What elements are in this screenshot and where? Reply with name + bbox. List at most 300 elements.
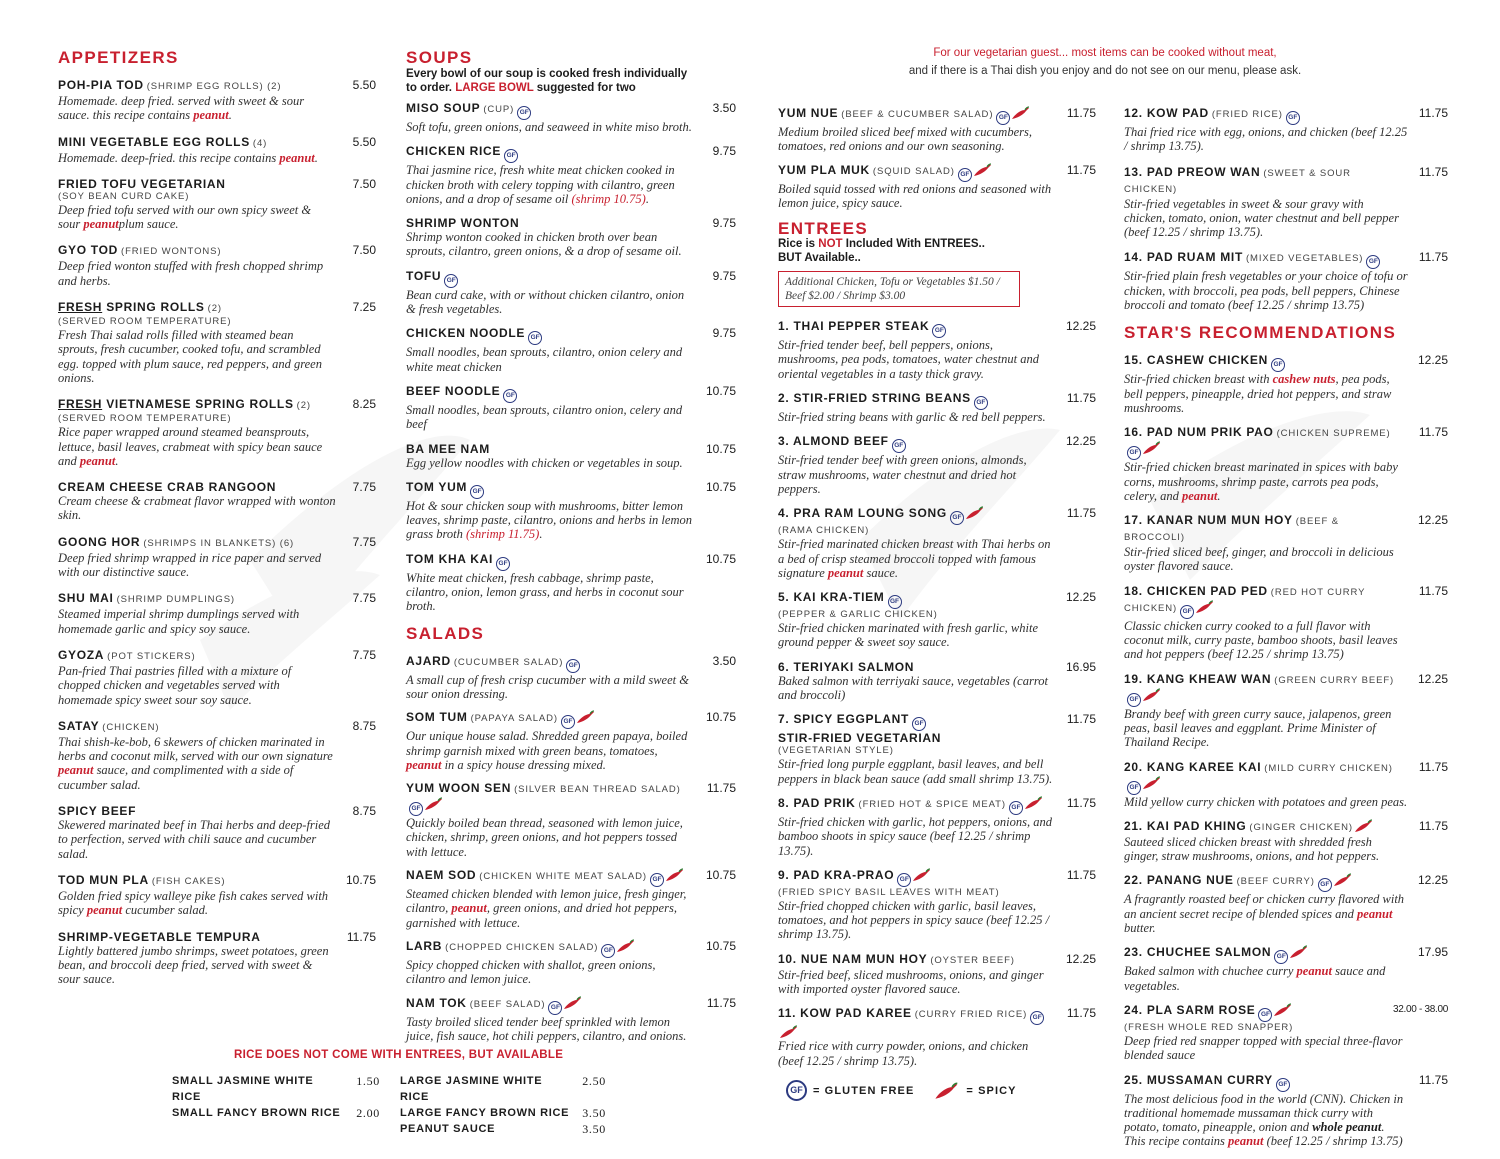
item-description: Deep fried wonton stuffed with fresh chopped shrimp and herbs. [58,259,324,288]
rice-row [400,1073,606,1105]
menu-item [778,796,1096,858]
menu-item [406,939,736,987]
menu-item-header [58,480,376,494]
menu-item-price: 11.75 [1066,795,1096,810]
price-note: (shrimp 10.75) [571,191,646,206]
item-description: Skewered marinated beef in Thai herbs and deep-fried to perfection, served with chili sauce and cucumber salad. [58,818,331,861]
gluten-free-icon: GF [897,873,911,887]
menu-item-name: FRIED TOFU VEGETARIAN [58,176,226,191]
menu-item-subtitle: (CHICKEN) [102,721,160,733]
item-description: Stir-fried beef, sliced mushrooms, onions, and ginger with imported oyster flavored sauce. [778,967,1044,997]
menu-item-subtitle: (RED HOT CURRY CHICKEN) [1124,586,1366,614]
chili-pepper-icon [576,710,596,724]
menu-item-subtitle: (SHRIMP EGG ROLLS) (2) [146,81,282,92]
menu-item-subtitle: (POT STICKERS) [107,650,196,662]
menu-item-name: SHRIMP WONTON [406,216,520,231]
menu-item-name: FRESH VIETNAMESE SPRING ROLLS (2) [58,397,311,412]
menu-item-header [778,391,1096,410]
menu-item-price: 10.75 [705,383,736,398]
menu-item-header [58,591,376,607]
menu-item-name: GYO TOD (FRIED WONTONS) [58,243,222,258]
menu-item [58,243,376,288]
item-description: Stir-fried chicken breast with cashew nuts, pea pods, bell peppers, pineapple, dried hot peppers, and straw mushrooms. [1124,372,1392,415]
menu-item-name: 9. PAD KRA-PRAO GF [778,868,1050,887]
menu-item-name: LARB (CHOPPED CHICKEN SALAD) GF [406,939,690,958]
menu-item [406,480,736,542]
item-description: Lightly battered jumbo shrimps, sweet potatoes, green bean, and broccoli deep fried, served with sweet & sour sauce. [58,943,329,987]
allergen-text: peanut [1296,964,1332,979]
menu-item-name: 3. ALMOND BEEF GF [778,434,1050,453]
menu-item-subtitle: (FRIED HOT & SPICE MEAT) [858,798,1006,810]
menu-item [1124,425,1448,503]
menu-item-header [778,319,1096,338]
menu-item-subtitle: (RAMA CHICKEN) [778,525,870,537]
item-description: Steamed chicken blended with lemon juice, fresh ginger, cilantro, peanut, green onions, and dried hot peppers, garnished with lettuce. [406,887,687,930]
menu-item-price: 7.50 [352,176,376,191]
section-title-entrees: ENTREES [778,219,869,239]
menu-item-header [58,804,376,818]
menu-item-subtitle: (FRIED SPICY BASIL LEAVES WITH MEAT) [778,886,1000,898]
menu-item-name: POH-PIA TOD (SHRIMP EGG ROLLS) (2) [58,78,282,92]
item-description: A fragrantly roasted beef or chicken curry flavored with an ancient secret recipe of blended spices and peanut butter. [1124,892,1405,936]
menu-item-subtitle: (2) [207,303,222,315]
menu-item [406,269,736,317]
menu-item-header [1124,945,1448,964]
menu-item-price: 5.50 [352,78,376,92]
legend [786,1080,1023,1101]
menu-item-price: 9.75 [712,326,736,341]
rice-name: SMALL JASMINE WHITE RICE [172,1075,314,1103]
item-description: Sauteed sliced chicken breast with shredded fresh ginger, straw mushrooms, onions, and hot peppers. [1124,834,1380,864]
menu-item-name: 1. THAI PEPPER STEAK GF [778,319,1050,338]
menu-item-header [1124,106,1448,125]
vegetarian-note-rest: most items can be cooked without meat, [1071,47,1277,59]
chili-pepper-icon [779,1025,799,1039]
gluten-free-icon: GF [470,485,484,499]
menu-item-header [1124,873,1448,892]
menu-item-price: 10.75 [705,868,736,883]
menu-item-header [406,384,736,403]
menu-item [778,391,1096,424]
menu-item [1124,353,1448,415]
menu-item-price: 32.00 - 38.00 [1392,1003,1448,1015]
menu-item-header [778,712,1096,731]
chili-pepper-icon [1195,600,1215,614]
item-description: Medium broiled sliced beef mixed with cucumbers, tomatoes, red onions and our own seasoning. [778,125,1032,154]
menu-item-name: FRESH SPRING ROLLS (2) [58,300,222,315]
item-description: Small noodles, bean sprouts, cilantro onion, celery and beef [406,402,683,432]
item-description: Deep fried shrimp wrapped in rice paper and served with our distinctive sauce. [58,550,322,580]
menu-item-subtitle: (SQUID SALAD) [872,165,955,177]
gluten-free-icon: GF [996,111,1010,125]
chili-pepper-icon [1024,796,1044,810]
gluten-free-icon: GF [1258,1008,1272,1022]
item-description: Stir-fried plain fresh vegetables or your choice of tofu or chicken, with broccoli, pea pods, bell peppers, Chinese broccoli and tomato (beef 12.25 / shrimp 13.75) [1124,269,1408,313]
gluten-free-icon: GF [503,389,517,403]
menu-item-header [58,535,376,551]
menu-item-price: 12.25 [1065,951,1096,966]
item-description: Quickly boiled bean thread, seasoned with lemon juice, chicken, shrimp, green onions, and hot peppers tossed with lettuce. [406,816,683,859]
menu-item-subtitle: (FRIED WONTONS) [121,246,222,258]
menu-item-price: 11.75 [1418,1072,1448,1087]
menu-item-price: 9.75 [712,216,736,231]
menu-item-name: 17. KANAR NUM MUN HOY (BEEF & BROCCOLI) [1124,513,1339,544]
gluten-free-icon: GF [1366,255,1380,269]
menu-item-subtitle: (PEPPER & GARLIC CHICKEN) [778,609,938,621]
gluten-free-icon: GF [409,802,423,816]
section-title-salads: SALADS [406,623,485,643]
menu-item-name: 11. KOW PAD KAREE (CURRY FRIED RICE) GF [778,1006,1050,1039]
gluten-free-icon: GF [517,106,531,120]
menu-item-name: BEEF NOODLE GF [406,384,690,403]
item-description: Fresh Thai salad rolls filled with steamed bean sprouts, fresh cucumber, cooked tofu, and scrambled egg. topped with plum sauce, red peppers, and green onions. [58,328,322,385]
allergen-text: peanut [79,453,116,468]
item-description: Tasty broiled sliced tender beef sprinkled with lemon juice, fish sauce, hot chili peppers, cilantro, and onions. [406,1014,687,1043]
menu-item-header [406,442,736,456]
gluten-free-icon: GF [1127,446,1141,460]
chili-pepper-icon [1011,106,1031,120]
menu-item-name: TOFU GF [406,269,690,288]
menu-item-subtitle: (SERVED ROOM TEMPERATURE) [58,413,232,425]
menu-item-price: 11.75 [1418,250,1448,265]
item-description: Our unique house salad. Shredded green papaya, boiled shrimp garnish mixed with green beans, tomatoes, peanut in a spicy house dressing mixed. [406,729,688,772]
menu-item [406,326,736,374]
menu-item-name: 14. PAD RUAM MIT (MIXED VEGETABLES) GF [1124,250,1402,269]
menu-item-name: SOM TUM (PAPAYA SALAD) GF [406,710,690,729]
entrees-note [778,237,1096,265]
menu-item-price: 12.25 [1417,873,1448,888]
menu-item-header [58,177,376,191]
item-description: Small noodles, bean sprouts, cilantro, onion celery and white meat chicken [406,345,683,374]
menu-item-name: 16. PAD NUM PRIK PAO (CHICKEN SUPREME)GF [1124,425,1402,460]
item-description: Stir-fried tender beef with green onions, almonds, straw mushrooms, water chestnut and dried hot peppers. [778,453,1027,496]
chili-pepper-icon [973,163,993,177]
menu-item-name: GYOZA (POT STICKERS) [58,647,196,662]
allergen-text: peanut [58,763,94,778]
menu-item [58,930,376,987]
entrees-note-line1 [778,237,1096,251]
menu-item-header [406,326,736,345]
menu-item-price: 11.75 [1418,106,1448,120]
rice-name: LARGE FANCY BROWN RICE [400,1107,570,1119]
menu-item-price: 7.75 [352,480,376,495]
menu-item-price: 17.95 [1417,945,1448,960]
menu-item-name: MINI VEGETABLE EGG ROLLS (4) [58,134,268,149]
menu-item-subtitle: (CURRY FRIED RICE) [914,1009,1028,1021]
item-description: Boiled squid tossed with red onions and seasoned with lemon juice, spicy sauce. [778,181,1052,210]
vegetarian-note-line1 [900,44,1310,62]
menu-item-subtitle: (CHICKEN SUPREME) [1276,428,1391,440]
name-emphasis: FRESH [58,300,103,315]
chili-pepper-icon [1142,441,1162,455]
menu-item-price: 12.25 [1065,434,1096,449]
section-title-stars: STAR'S RECOMMENDATIONS [1124,323,1397,343]
menu-item-header [406,996,736,1015]
menu-item [778,712,1096,786]
menu-item-price: 12.25 [1065,319,1096,334]
menu-item-name: TOM YUM GF [406,480,690,499]
gluten-free-icon: GF [950,511,964,525]
menu-item-subtitle: (SHRIMPS IN BLANKETS) (6) [143,537,295,549]
menu-item-name: NAEM SOD (CHICKEN WHITE MEAT SALAD) GF [406,868,690,887]
entrees-continued-list [1124,106,1448,312]
rice-price: 1.50 [356,1074,380,1088]
menu-item [406,654,736,702]
menu-item [58,78,376,123]
item-description: Golden fried spicy walleye pike fish cakes served with spicy peanut cucumber salad. [58,888,329,918]
menu-item-price: 12.25 [1417,353,1448,368]
item-description: Thai shish-ke-bob, 6 skewers of chicken marinated in herbs and coconut milk, served with our own signature peanut sauce, and complimented with a side of cucumber salad. [58,734,333,792]
menu-item-header [58,930,376,944]
menu-item-price: 10.75 [705,710,736,725]
menu-item-name: 22. PANANG NUE (BEEF CURRY) GF [1124,873,1402,892]
menu-item-subtitle: (CUCUMBER SALAD) [453,656,564,668]
menu-item-header [778,590,1096,609]
item-description: Baked salmon with terriyaki sauce, vegetables (carrot and broccoli) [778,673,1048,703]
menu-item-subtitle: (PAPAYA SALAD) [470,713,558,725]
menu-item [778,1006,1096,1068]
menu-item [58,719,376,792]
menu-item-name: CHICKEN NOODLE GF [406,326,690,345]
menu-item-price: 10.75 [705,938,736,953]
menu-item [406,868,736,930]
rice-price: 3.50 [582,1106,606,1120]
menu-item-header [58,78,376,94]
gluten-free-icon: GF [496,557,510,571]
menu-item [406,101,736,134]
menu-item-header [778,952,1096,968]
menu-item [406,216,736,259]
allergen-text: peanut [1357,906,1393,921]
menu-item-price: 3.50 [712,653,736,668]
menu-item-price: 11.75 [1418,759,1448,774]
menu-item-name: TOD MUN PLA (FISH CAKES) [58,872,226,887]
menu-item-price: 7.75 [352,591,376,606]
legend-gf-label: = GLUTEN FREE [813,1084,915,1097]
recommendations-column [1124,106,1448,1159]
menu-item-price: 7.25 [352,300,376,315]
menu-item-subtitle: (BEEF CURRY) [1236,876,1315,888]
menu-item-subtitle: (VEGETARIAN STYLE) [778,745,894,757]
allergen-text: peanut [1228,1134,1264,1149]
chili-pepper-icon [1333,873,1353,887]
gluten-free-icon: GF [1009,801,1023,815]
menu-item [406,781,736,859]
chili-pepper-icon [616,939,636,953]
menu-item [1124,1003,1448,1063]
menu-item [406,552,736,614]
menu-item [1124,106,1448,154]
item-description: Stir-fried vegetables in sweet & sour gravy with chicken, tomato, onion, water chestnut and bell pepper (beef 12.25 / shrimp 13.75). [1124,196,1399,240]
menu-item-subtitle: (SERVED ROOM TEMPERATURE) [58,316,232,328]
gluten-free-icon: GF [548,1001,562,1015]
menu-item-price: 11.75 [1066,506,1096,521]
menu-item-name: TOM KHA KAI GF [406,552,690,571]
allergen-text: peanut [86,903,123,918]
gluten-free-icon: GF [1276,1078,1290,1092]
gluten-free-icon: GF [504,149,518,163]
menu-item-name: 25. MUSSAMAN CURRY GF [1124,1073,1402,1092]
menu-item-header [1124,819,1448,835]
menu-item-header [778,660,1096,674]
name-emphasis: FRESH [58,397,103,412]
menu-item-name: 21. KAI PAD KHING (GINGER CHICKEN) [1124,819,1402,835]
menu-item-header [406,654,736,673]
entrees-column [778,106,1096,1078]
menu-item-header [778,106,1096,125]
item-description: Rice paper wrapped around steamed beansprouts, lettuce, basil leaves, crabmeat with spicy bean sauce and peanut. [58,425,323,468]
legend-spicy-label: = SPICY [966,1084,1017,1097]
gluten-free-icon: GF [1127,781,1141,795]
entrees-note-not: NOT [818,238,843,251]
menu-item-price: 11.75 [1418,583,1448,598]
menu-item-header [406,480,736,499]
menu-item-price: 5.50 [352,134,376,149]
additional-protein-box: Additional Chicken, Tofu or Vegetables $1.50 / Beef $2.00 / Shrimp $3.00 [778,271,1020,307]
menu-item-price: 11.75 [706,781,736,796]
item-description: Stir-fried long purple eggplant, basil leaves, and bell peppers in black bean sauce (add small shrimp 13.75). [778,757,1053,786]
menu-item [406,144,736,206]
rice-name: SMALL FANCY BROWN RICE [172,1107,341,1119]
menu-item [778,163,1096,211]
menu-item-header [1124,1073,1448,1092]
menu-item-name-line2: STIR-FRIED VEGETARIAN [778,731,942,746]
menu-item [778,434,1096,496]
menu-item-subtitle: (MILD CURRY CHICKEN) [1264,762,1393,774]
menu-item-subtitle: (FISH CAKES) [151,875,226,887]
item-description: Pan-fried Thai pastries filled with a mixture of chopped chicken and vegetables served with homemade spicy sweet sour soy sauce. [58,663,292,707]
soups-salads-column [406,48,736,1052]
section-title-appetizers: APPETIZERS [58,48,179,67]
menu-item-name: 20. KANG KAREE KAI (MILD CURRY CHICKEN)GF [1124,760,1402,795]
menu-item-subtitle: (SILVER BEAN THREAD SALAD) [514,784,681,796]
menu-item-price: 3.50 [712,101,736,115]
section-title-soups: SOUPS [406,48,473,67]
item-description: Baked salmon with chuchee curry peanut sauce and vegetables. [1124,964,1386,993]
menu-item [58,480,376,523]
menu-item [1124,584,1448,662]
menu-item-header [58,648,376,664]
menu-item [406,710,736,772]
menu-item [1124,873,1448,935]
emphasis-text: whole peanut [1312,1120,1382,1135]
menu-item [778,868,1096,942]
menu-item-subtitle: (BEEF SALAD) [469,998,546,1010]
item-description: Spicy chopped chicken with shallot, green onions, cilantro and lemon juice. [406,957,656,987]
entrees-note-line2: BUT Available.. [778,252,861,265]
item-description: Stir-fried tender beef, bell peppers, onions, mushrooms, pea pods, tomatoes, water chestnut and oriental vegetables in a tasty thick gravy. [778,338,1039,381]
rice-row [400,1121,606,1137]
menu-item-name: BA MEE NAM [406,441,490,456]
stars-list [1124,353,1448,1148]
menu-item-header [1124,672,1448,707]
chili-pepper-icon [1142,688,1162,702]
menu-item [778,590,1096,650]
menu-item-price: 11.75 [1418,818,1448,833]
item-description: Brandy beef with green curry sauce, jalapenos, green peas, basil leaves and eggplant. Prime Minister of Thailand Recipe. [1124,706,1392,750]
menu-item-subtitle: (GINGER CHICKEN) [1249,821,1353,833]
gluten-free-icon: GF [892,439,906,453]
rice-row [172,1105,380,1121]
item-description: Stir-fried chicken breast marinated in spices with baby corns, mushrooms, shrimp paste, carrots pea pods, celery, and peanut. [1124,460,1398,503]
gluten-free-icon: GF [932,324,946,338]
menu-item-header [778,868,1096,887]
entrees-list [778,319,1096,1068]
chili-pepper-icon [1289,945,1309,959]
menu-item-price: 9.75 [712,268,736,283]
rice-price: 2.50 [582,1074,606,1088]
item-description: Steamed imperial shrimp dumplings served with homemade garlic and spicy soy sauce. [58,607,300,636]
menu-item-header [406,144,736,163]
gluten-free-icon: GF [1127,693,1141,707]
menu-item [406,442,736,470]
menu-item-header [1124,584,1448,619]
gluten-free-icon: GF [650,873,664,887]
menu-item [1124,250,1448,312]
menu-item-name: YUM PLA MUK (SQUID SALAD) GF [778,163,1050,182]
soups-note-text: to order. [406,82,456,94]
menu-item-name: 19. KANG KHEAW WAN (GREEN CURRY BEEF)GF [1124,672,1402,707]
menu-item-price: 12.25 [1417,671,1448,686]
chili-pepper-icon [424,797,444,811]
menu-item-header [1124,250,1448,269]
menu-item-header [778,434,1096,453]
menu-item-header [58,719,376,735]
menu-item-subtitle: (CHOPPED CHICKEN SALAD) [445,941,599,953]
chili-pepper-icon [563,996,583,1010]
menu-item [58,591,376,636]
menu-item-price: 11.75 [1418,425,1448,440]
menu-item-header [58,135,376,151]
menu-item-name: 13. PAD PREOW WAN (SWEET & SOUR CHICKEN) [1124,164,1351,195]
menu-item-header [406,552,736,571]
menu-item-name: MISO SOUP (CUP) GF [406,101,690,120]
menu-item-name: SHRIMP-VEGETABLE TEMPURA [58,929,261,944]
menu-item-price: 8.75 [352,718,376,733]
menu-item-subtitle: (2) [296,400,311,412]
menu-item-price: 7.75 [352,647,376,662]
allergen-text: peanut [406,757,442,772]
menu-item-name: 4. PRA RAM LOUNG SONG GF [778,506,1050,525]
menu-item-name: AJARD (CUCUMBER SALAD) GF [406,654,690,673]
rice-note-title: RICE DOES NOT COME WITH ENTREES, BUT AVAILABLE [234,1049,564,1061]
vegetarian-note-line2: and if there is a Thai dish you enjoy and do not see on our menu, please ask. [908,65,1302,77]
gluten-free-icon: GF [974,396,988,410]
gluten-free-icon: GF [601,944,615,958]
menu-item-name: GOONG HOR (SHRIMPS IN BLANKETS) (6) [58,534,295,549]
menu-item-price: 10.75 [705,551,736,566]
menu-item [778,319,1096,381]
item-description: A small cup of fresh crisp cucumber with a mild sweet & sour onion dressing. [406,672,689,701]
item-description: Hot & sour chicken soup with mushrooms, bitter lemon leaves, shrimp paste, cilantro, onions and herbs in lemon grass broth (shrimp 11.75). [406,498,692,542]
gluten-free-icon: GF [1271,358,1285,372]
gluten-free-icon: GF [561,715,575,729]
item-description: Stir-fried sliced beef, ginger, and broccoli in delicious oyster flavored sauce. [1124,545,1394,574]
menu-item-subtitle: (GREEN CURRY BEEF) [1274,674,1395,686]
gluten-free-icon: GF [1318,878,1332,892]
soups-note-text-end: suggested for two [533,82,636,94]
appetizers-list [58,78,376,986]
menu-item [58,135,376,165]
menu-item [778,106,1096,154]
item-description: Homemade. deep fried. served with sweet & sour sauce. this recipe contains peanut. [58,94,305,123]
menu-item-name: SHU MAI (SHRIMP DUMPLINGS) [58,591,236,606]
menu-item-price: 10.75 [705,441,736,456]
allergen-text: peanut [83,217,119,232]
item-description: Stir-fried chicken with garlic, hot peppers, onions, and bamboo shoots in spicy sauce (beef 12.25 / shrimp 13.75). [778,814,1053,858]
appetizers-column [58,48,376,998]
menu-item-subtitle: (MIXED VEGETABLES) [1245,253,1364,265]
